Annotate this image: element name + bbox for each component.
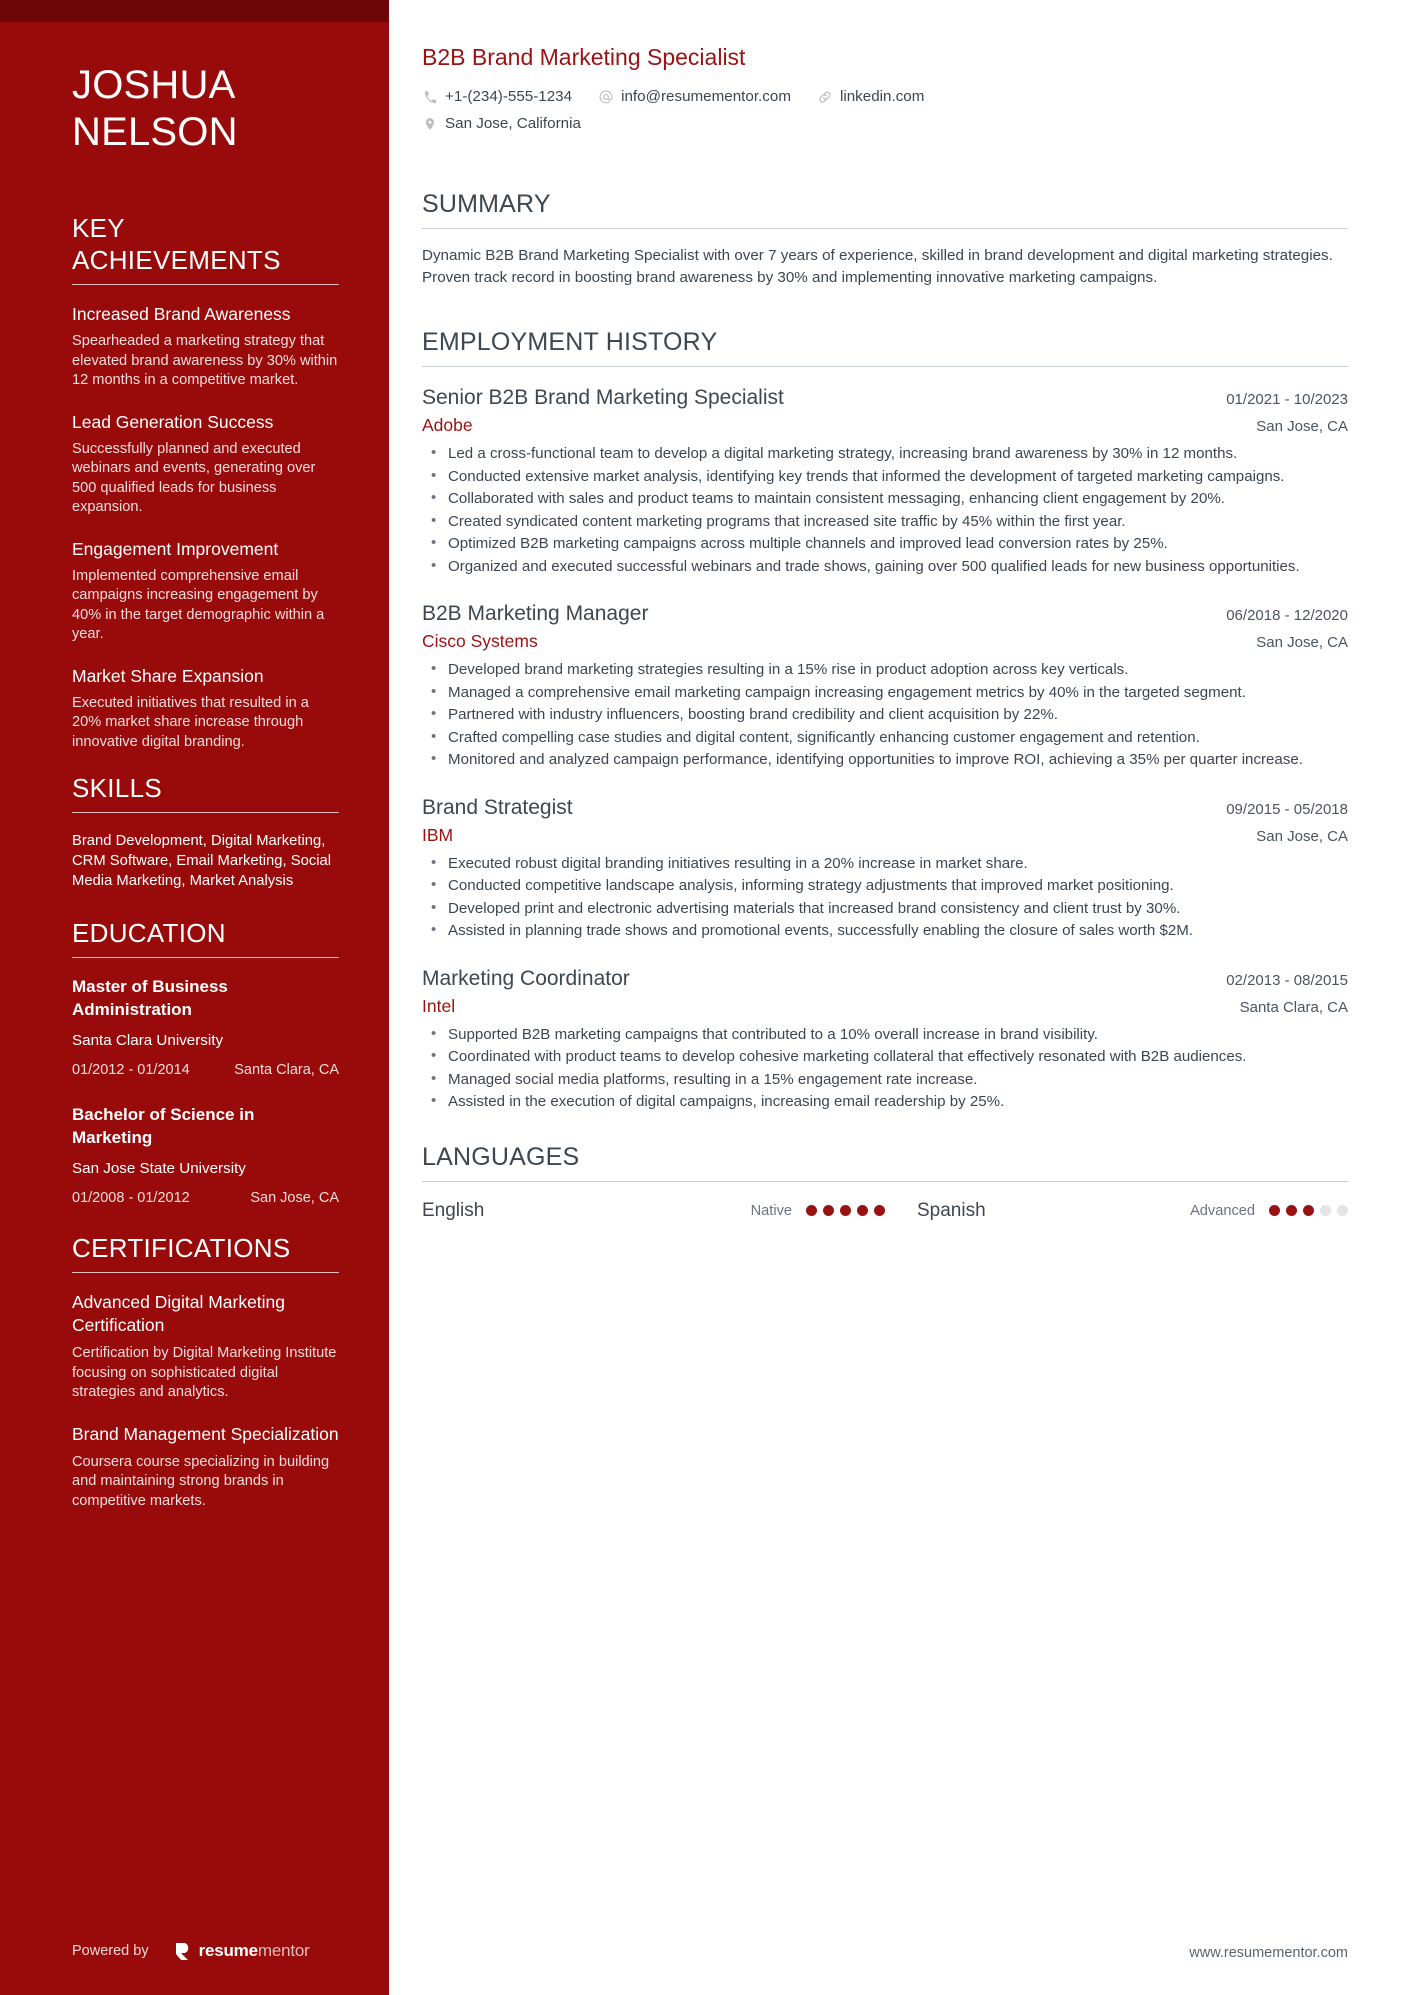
powered-by-label: Powered by	[72, 1943, 149, 1959]
contact-phone[interactable]	[422, 86, 572, 108]
language-item-spanish	[885, 1198, 1348, 1224]
education-school: San Jose State University	[72, 1160, 246, 1177]
achievement-item	[72, 411, 339, 518]
rating-dot	[840, 1205, 851, 1216]
certification-description: Certification by Digital Marketing Institute focusing on sophisticated digital strategies and analytics.	[72, 1345, 337, 1400]
job-role: Senior B2B Brand Marketing Specialist	[422, 386, 784, 409]
job-location: San Jose, CA	[1256, 634, 1348, 651]
language-rating-dots	[806, 1205, 885, 1216]
job-dates: 06/2018 - 12/2020	[1226, 607, 1348, 624]
education-heading: EDUCATION	[72, 918, 226, 948]
job-subheader	[422, 994, 1348, 1019]
achievement-item	[72, 303, 339, 391]
divider	[422, 366, 1348, 367]
job-dates: 09/2015 - 05/2018	[1226, 800, 1348, 818]
sidebar-footer	[0, 1941, 389, 1995]
achievement-description: Successfully planned and executed webinars and events, generating over 500 qualified leads for business expansion.	[72, 440, 316, 515]
certification-title: Brand Management Specialization	[72, 1423, 339, 1444]
divider	[72, 1272, 339, 1273]
education-item	[72, 976, 339, 1080]
job-bullet: • Conducted competitive landscape analysis, informing strategy adjustments that improved market positioning.	[422, 876, 1348, 897]
job-entry	[422, 793, 1348, 942]
job-role: B2B Marketing Manager	[422, 602, 649, 625]
at-icon	[598, 89, 614, 105]
email-value: info@resumementor.com	[621, 88, 791, 105]
job-bullet: • Crafted compelling case studies and digital content, significantly enhancing customer engagement and retention.	[422, 728, 1348, 749]
job-entry	[422, 599, 1348, 771]
job-bullet: • Executed robust digital branding initiatives resulting in a 20% increase in market share.	[422, 854, 1348, 875]
resumementor-logo-icon	[175, 1942, 192, 1961]
achievement-title: Market Share Expansion	[72, 665, 264, 686]
education-degree: Master of Business Administration	[72, 977, 228, 1019]
link-icon	[817, 89, 833, 105]
rating-dot	[1303, 1205, 1314, 1216]
certification-item	[72, 1291, 339, 1403]
job-bullets	[422, 444, 1348, 577]
job-dates: 02/2013 - 08/2015	[1226, 971, 1348, 989]
skills-heading: SKILLS	[72, 773, 162, 803]
job-bullet: • Partnered with industry influencers, boosting brand credibility and client acquisition by 22%.	[422, 705, 1348, 726]
job-header	[422, 383, 1348, 412]
job-subheader	[422, 413, 1348, 438]
contact-linkedin[interactable]	[817, 86, 924, 108]
job-bullet: • Monitored and analyzed campaign performance, identifying opportunities to improve ROI, achieving a 35% per quarter increase.	[422, 750, 1348, 771]
candidate-name	[72, 62, 339, 156]
languages-heading: LANGUAGES	[422, 1142, 580, 1171]
education-meta	[72, 1189, 339, 1208]
language-level: Native	[750, 1202, 792, 1219]
job-bullet: • Managed social media platforms, resulting in a 15% engagement rate increase.	[422, 1070, 1348, 1091]
key-achievements-heading: KEY ACHIEVEMENTS	[72, 213, 281, 275]
job-bullet: • Organized and executed successful webinars and trade shows, gaining over 500 qualified leads for new business opportunities.	[422, 557, 1348, 578]
summary-heading: SUMMARY	[422, 190, 551, 218]
job-role: Brand Strategist	[422, 795, 573, 819]
rating-dot	[1320, 1205, 1331, 1216]
certification-item	[72, 1423, 339, 1512]
resumementor-logo-text	[199, 1941, 310, 1961]
first-name: JOSHUA	[72, 63, 236, 107]
contact-row-primary	[422, 86, 1348, 108]
main-column	[389, 0, 1410, 1995]
job-location: San Jose, CA	[1256, 827, 1348, 845]
job-header	[422, 964, 1348, 993]
language-name: Spanish	[917, 1199, 986, 1221]
job-company: Cisco Systems	[422, 631, 538, 651]
divider	[72, 957, 339, 958]
job-header	[422, 793, 1348, 822]
job-bullet: • Optimized B2B marketing campaigns across multiple channels and improved lead conversion rates by 25%.	[422, 534, 1348, 555]
job-bullet: • Assisted in planning trade shows and promotional events, successfully enabling the closure of sales worth $2M.	[422, 921, 1348, 942]
job-company: Intel	[422, 995, 456, 1016]
language-name: English	[422, 1199, 485, 1221]
website-url: www.resumementor.com	[1189, 1945, 1348, 1961]
sidebar	[0, 0, 389, 1995]
job-header	[422, 599, 1348, 628]
divider	[422, 1181, 1348, 1182]
job-bullet: • Managed a comprehensive email marketing campaign increasing engagement metrics by 40% in the targeted segment.	[422, 683, 1348, 704]
language-level: Advanced	[1190, 1202, 1255, 1219]
sidebar-content	[0, 22, 389, 1941]
divider	[422, 228, 1348, 229]
job-subheader	[422, 823, 1348, 848]
achievement-description: Executed initiatives that resulted in a 20% market share increase through innovative digital branding.	[72, 694, 309, 750]
job-dates: 01/2021 - 10/2023	[1226, 391, 1348, 408]
rating-dot	[823, 1205, 834, 1216]
certifications-heading: CERTIFICATIONS	[72, 1233, 291, 1263]
education-degree: Bachelor of Science in Marketing	[72, 1105, 255, 1147]
achievement-title: Engagement Improvement	[72, 538, 279, 559]
education-meta	[72, 1061, 339, 1080]
certification-title: Advanced Digital Marketing Certification	[72, 1292, 286, 1335]
achievement-description: Spearheaded a marketing strategy that elevated brand awareness by 30% within 12 months in a competitive market.	[72, 333, 338, 388]
job-bullet: • Led a cross-functional team to develop a digital marketing strategy, increasing brand awareness by 30% in 12 months.	[422, 444, 1348, 465]
languages-section	[422, 1141, 1348, 1224]
employment-history-section	[422, 326, 1348, 1135]
rating-dot	[874, 1205, 885, 1216]
main-footer	[422, 1945, 1348, 1995]
job-bullet: • Collaborated with sales and product teams to maintain consistent messaging, enhancing client engagement by 20%.	[422, 489, 1348, 510]
spacer	[422, 1230, 1348, 1946]
rating-dot	[857, 1205, 868, 1216]
job-bullet: • Assisted in the execution of digital campaigns, increasing email readership by 25%.	[422, 1092, 1348, 1113]
summary-section	[422, 188, 1348, 320]
rating-dot	[806, 1205, 817, 1216]
location-value: San Jose, California	[445, 115, 581, 132]
phone-icon	[422, 89, 438, 105]
job-location: San Jose, CA	[1256, 418, 1348, 435]
achievement-description: Implemented comprehensive email campaigns increasing engagement by 40% in the target demographic within a year.	[72, 567, 325, 642]
logo-text-light: mentor	[257, 1941, 310, 1960]
job-bullets	[422, 854, 1348, 942]
education-section	[72, 917, 339, 1208]
last-name: NELSON	[72, 110, 238, 154]
employment-history-heading: EMPLOYMENT HISTORY	[422, 328, 718, 356]
job-company: Adobe	[422, 415, 473, 435]
job-bullet: • Conducted extensive market analysis, identifying key trends that informed the development of targeted marketing campaigns.	[422, 467, 1348, 488]
job-bullet: • Developed brand marketing strategies resulting in a 15% rise in product adoption across key verticals.	[422, 660, 1348, 681]
education-school: Santa Clara University	[72, 1032, 224, 1049]
education-dates: 01/2012 - 01/2014	[72, 1062, 190, 1078]
language-rating-dots	[1269, 1205, 1348, 1216]
education-item	[72, 1104, 339, 1208]
headline-title: B2B Brand Marketing Specialist	[422, 44, 746, 70]
education-location: San Jose, CA	[250, 1190, 339, 1206]
job-location: Santa Clara, CA	[1239, 998, 1348, 1016]
job-bullet: • Coordinated with product teams to develop cohesive marketing collateral that effectively resonated with B2B audiences.	[422, 1047, 1348, 1068]
job-bullet: • Supported B2B marketing campaigns that contributed to a 10% overall increase in brand visibility.	[422, 1025, 1348, 1046]
achievement-title: Increased Brand Awareness	[72, 304, 291, 324]
job-company: IBM	[422, 824, 454, 845]
map-pin-icon	[422, 116, 438, 132]
skills-list: Brand Development, Digital Marketing, CRM Software, Email Marketing, Social Media Marketing, Market Analysis	[72, 833, 332, 889]
linkedin-value: linkedin.com	[839, 88, 925, 105]
achievement-item	[72, 665, 339, 753]
rating-dot	[1337, 1205, 1348, 1216]
resumementor-logo	[175, 1941, 310, 1961]
job-bullets	[422, 660, 1348, 771]
achievement-title: Lead Generation Success	[72, 411, 274, 432]
education-dates: 01/2008 - 01/2012	[72, 1190, 190, 1206]
logo-text-bold: resume	[198, 1941, 258, 1960]
job-entry	[422, 964, 1348, 1113]
divider	[72, 284, 339, 285]
languages-row	[422, 1198, 1348, 1224]
certifications-section	[72, 1232, 339, 1511]
certification-description: Coursera course specializing in building and maintaining strong brands in competitive markets.	[72, 1453, 330, 1509]
job-bullet: • Developed print and electronic advertising materials that increased brand consistency and client trust by 30%.	[422, 899, 1348, 920]
key-achievements-section	[72, 212, 339, 752]
sidebar-top-strip	[0, 0, 389, 22]
contact-location	[422, 113, 581, 135]
summary-text: Dynamic B2B Brand Marketing Specialist with over 7 years of experience, skilled in brand development and digital marketing strategies. Proven track record in boosting brand awareness by 30% and implementing innovative marketing campaigns.	[422, 247, 1333, 286]
achievement-item	[72, 538, 339, 645]
job-entry	[422, 383, 1348, 577]
divider	[72, 812, 339, 813]
job-role: Marketing Coordinator	[422, 966, 630, 990]
contact-row-secondary	[422, 113, 1348, 135]
rating-dot	[1286, 1205, 1297, 1216]
phone-value: +1-(234)-555-1234	[445, 88, 573, 105]
rating-dot	[1269, 1205, 1280, 1216]
job-subheader	[422, 629, 1348, 654]
contact-info	[422, 86, 1348, 140]
job-bullets	[422, 1025, 1348, 1113]
contact-email[interactable]	[598, 86, 791, 108]
education-location: Santa Clara, CA	[234, 1062, 339, 1078]
language-item-english	[422, 1198, 885, 1224]
skills-section	[72, 772, 339, 891]
job-bullet: • Created syndicated content marketing programs that increased site traffic by 45% within the first year.	[422, 512, 1348, 533]
